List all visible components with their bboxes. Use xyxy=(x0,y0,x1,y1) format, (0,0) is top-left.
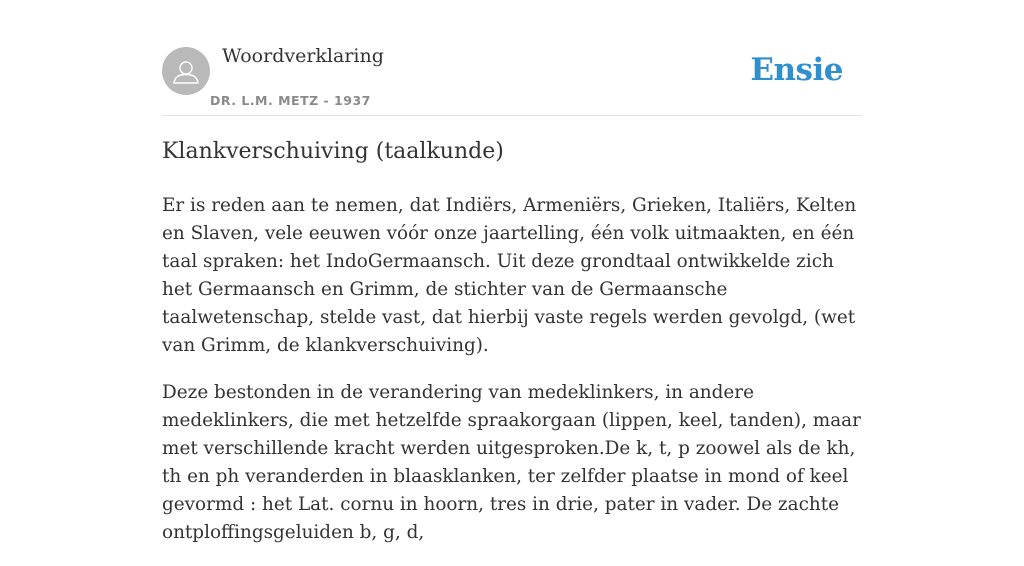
article-paragraph: Er is reden aan te nemen, dat Indiërs, Armeniërs, Grieken, Italiërs, Kelten en Slaven, vele eeuwen vóór onze jaartelling, één volk uitmaakten, en één taal spraken: het IndoGermaansch. Uit deze grondtaal ontwikkelde zich het Germaansch en Grimm, de stichter van de Germaansche taalwetenschap, stelde vast, dat hierbij vaste regels werden gevolgd, (wet van Grimm, de klankverschuiving). xyxy=(162,195,857,356)
avatar[interactable] xyxy=(162,47,210,95)
article-body xyxy=(162,192,866,566)
source-meta: DR. L.M. METZ - 1937 xyxy=(210,93,371,108)
source-title[interactable]: Woordverklaring xyxy=(222,45,384,67)
article-paragraph: Deze bestonden in de verandering van medeklinkers, in andere medeklinkers, die met hetzelfde spraakorgaan (lippen, keel, tanden), maar met verschillende kracht werden uitgesproken.De k, t, p zoowel als de kh, th en ph veranderden in blaasklanken, ter zelfder plaatse in mond of keel gevormd : het Lat. cornu in hoorn, tres in drie, pater in vader. De zachte ontploffingsgeluiden b, g, d, xyxy=(162,382,861,543)
user-icon xyxy=(162,47,210,95)
brand-logo[interactable]: Ensie xyxy=(750,52,843,88)
page-title: Klankverschuiving (taalkunde) xyxy=(162,139,504,164)
header xyxy=(162,0,862,116)
